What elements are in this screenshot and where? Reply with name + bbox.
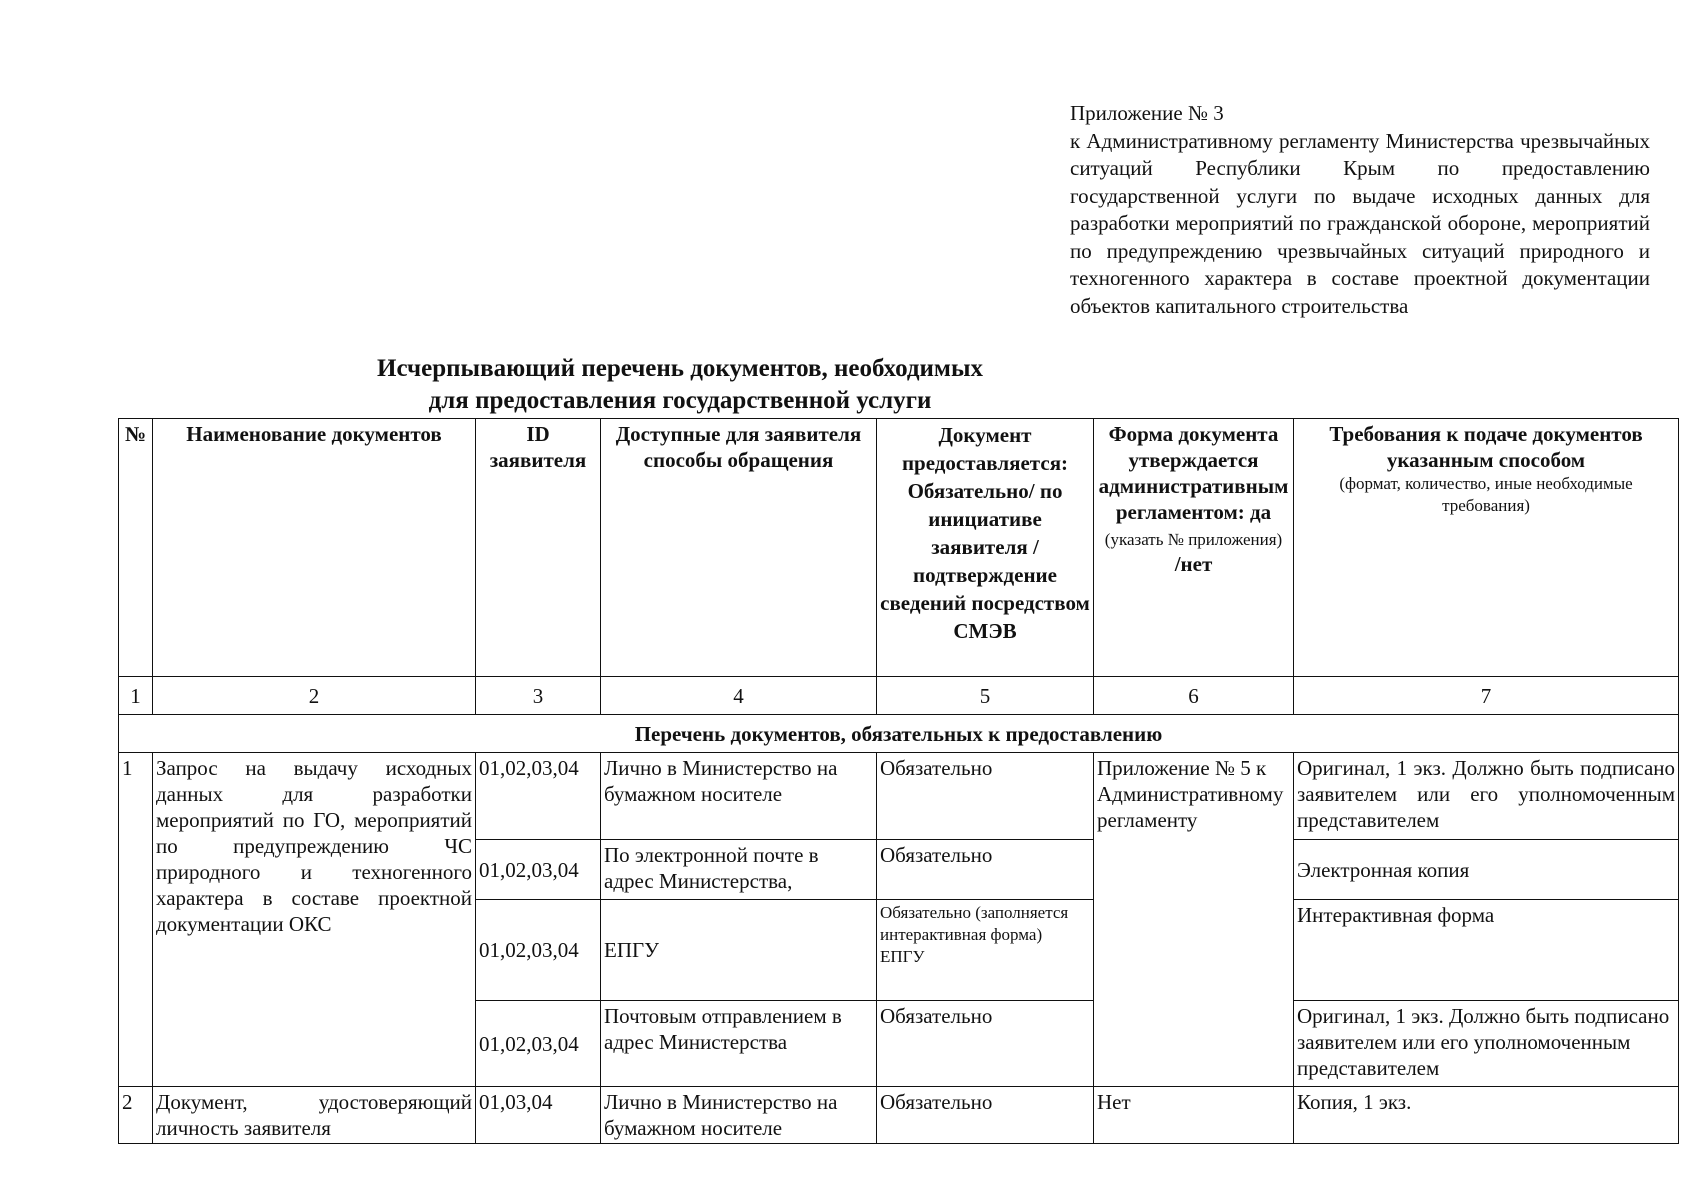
row-number: 1 [119, 753, 153, 1087]
col-number-3: 3 [476, 677, 601, 715]
header-num: № [119, 419, 153, 677]
table-row [119, 753, 1679, 840]
col-number-6: 6 [1094, 677, 1294, 715]
col-number-1: 1 [119, 677, 153, 715]
provision-type: Обязательно (заполняется интерактивная форма) ЕПГУ [877, 900, 1094, 1001]
provision-type: Обязательно [877, 840, 1094, 900]
document-name: Документ, удостоверяющий личность заявителя [153, 1087, 476, 1144]
submission-method: По электронной почте в адрес Министерства, [601, 840, 877, 900]
header-form-main: Форма документа утверждается административным регламентом: да [1098, 422, 1289, 524]
table-header-row [119, 419, 1679, 677]
applicant-id: 01,02,03,04 [476, 753, 601, 840]
provision-type: Обязательно [877, 753, 1094, 840]
submission-method: Лично в Министерство на бумажном носителе [601, 753, 877, 840]
col-number-5: 5 [877, 677, 1094, 715]
document-title-line-1: Исчерпывающий перечень документов, необходимых [377, 355, 983, 382]
header-requirements-main: Требования к подаче документов указанным способом [1329, 422, 1643, 472]
header-provided: Документ предоставляется: Обязательно/ по инициативе заявителя /подтверждение сведений посредством СМЭВ [877, 419, 1094, 677]
applicant-id: 01,02,03,04 [476, 840, 601, 900]
appendix-number: Приложение № 3 [1070, 101, 1224, 125]
header-requirements [1294, 419, 1679, 677]
appendix-description: к Административному регламенту Министерства чрезвычайных ситуаций Республики Крым по предоставлению государственной услуги по выдаче исходных данных для разработки мероприятий по гражданской обороне, мероприятий по предупреждению чрезвычайных ситуаций природного и техногенного характера в составе проектной документации объектов капитального строительства [1070, 128, 1650, 318]
submission-method: Почтовым отправлением в адрес Министерства [601, 1001, 877, 1087]
submission-requirements: Электронная копия [1294, 840, 1679, 900]
document-form: Нет [1094, 1087, 1294, 1144]
submission-method: Лично в Министерство на бумажном носителе [601, 1087, 877, 1144]
applicant-id: 01,03,04 [476, 1087, 601, 1144]
header-form [1094, 419, 1294, 677]
col-number-4: 4 [601, 677, 877, 715]
header-name: Наименование документов [153, 419, 476, 677]
col-number-7: 7 [1294, 677, 1679, 715]
submission-method: ЕПГУ [601, 900, 877, 1001]
table-row [119, 1087, 1679, 1144]
document-form: Приложение № 5 к Административному регламенту [1094, 753, 1294, 1087]
submission-requirements: Копия, 1 экз. [1294, 1087, 1679, 1144]
row-number: 2 [119, 1087, 153, 1144]
header-methods: Доступные для заявителя способы обращения [601, 419, 877, 677]
section-title: Перечень документов, обязательных к предоставлению [119, 715, 1679, 753]
header-id: ID заявителя [476, 419, 601, 677]
provision-type: Обязательно [877, 1087, 1094, 1144]
header-form-no: /нет [1174, 552, 1213, 576]
document-title-line-2: для предоставления государственной услуги [428, 387, 932, 414]
submission-requirements: Интерактивная форма [1294, 900, 1679, 1001]
appendix-note [1070, 100, 1650, 320]
documents-table [118, 418, 1679, 1144]
document-name: Запрос на выдачу исходных данных для разработки мероприятий по ГО, мероприятий по предупреждению ЧС природного и техногенного характера в составе проектной документации ОКС [153, 753, 476, 1087]
provision-type: Обязательно [877, 1001, 1094, 1087]
applicant-id: 01,02,03,04 [476, 1001, 601, 1087]
header-requirements-note: (формат, количество, иные необходимые требования) [1339, 474, 1633, 515]
submission-requirements: Оригинал, 1 экз. Должно быть подписано заявителем или его уполномоченным представителем [1294, 753, 1679, 840]
submission-requirements: Оригинал, 1 экз. Должно быть подписано заявителем или его уполномоченным представителем [1294, 1001, 1679, 1087]
applicant-id: 01,02,03,04 [476, 900, 601, 1001]
header-form-note: (указать № приложения) [1104, 530, 1283, 549]
col-number-2: 2 [153, 677, 476, 715]
section-row [119, 715, 1679, 753]
column-number-row [119, 677, 1679, 715]
